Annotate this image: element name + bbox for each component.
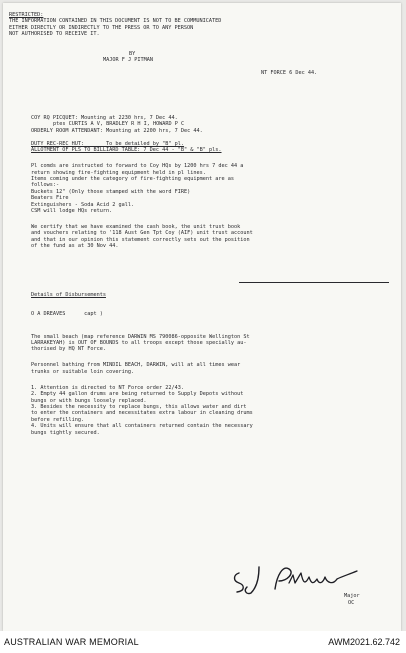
routine-order-text	[9, 12, 395, 436]
body-line: Beaters Fire	[31, 195, 69, 202]
body-line: Pl comds are instructed to forward to Coy HQs by 1200 hrs 7 dec 44 a	[31, 163, 244, 170]
attendant-line: ORDERLY ROOM ATTENDANT: Mounting at 2200 hrs, 7 Dec 44.	[31, 127, 203, 134]
body-line: and that in our opinion this statement correctly sets out the position	[31, 236, 250, 243]
handwritten-signature	[225, 561, 365, 595]
footer-reference: AWM2021.62.742	[328, 637, 400, 647]
signature-oc: OC	[348, 600, 355, 606]
body-line: 4. Units will ensure that all containers returned contain the necessary	[31, 423, 253, 430]
body-line: The small beach (map reference DARWIN MS 790086-opposite Wellington St	[31, 333, 250, 340]
auditor-line: O A DREAVES capt )	[31, 311, 103, 318]
body-line: Personnel bathing from MINDIL BEACH, DARWIN, will at all times wear	[31, 362, 241, 369]
rec-hut-line: DUTY REC-REC HUT: To be detailed by "B" pl.	[31, 140, 185, 147]
body-line: to enter the containers and necessitates extra labour in cleaning drums	[31, 410, 253, 417]
billiard-line: ALLOTMENT OF PLS TO BILLIARD TABLE: 7 Dec 44 - "B" & "B" pls.	[31, 147, 222, 154]
document-page	[3, 3, 401, 631]
major-name: MAJOR F J PITMAN	[103, 57, 153, 64]
body-line: 3. Besides the necessity to replace bungs, this allows water and dirt	[31, 403, 247, 410]
signature-rank: Major	[344, 593, 360, 599]
disbursements-heading: Details of Disbursements	[31, 291, 106, 298]
body-line: and vouchers relating to '118 Aust Gen Tpt Coy (AIF) unit trust account	[31, 230, 253, 237]
body-line: We certify that we have examined the cash book, the unit trust book	[31, 224, 241, 230]
notice-line: EITHER DIRECTLY OR INDIRECTLY TO THE PRESS OR TO ANY PERSON	[9, 24, 194, 31]
body-line: Items coming under the category of fire-fighting equipment are as	[31, 175, 235, 182]
body-line: of the fund as at 30 Nov 44.	[31, 243, 119, 250]
body-line: bungs tightly secured.	[31, 429, 100, 436]
body-line: LARRAKEYAH) is OUT OF BOUNDS to all troops except those specially au-	[31, 340, 247, 346]
body-line: 1. Attention is directed to NT Force order 22/43.	[31, 384, 185, 391]
body-line: bungs or with bungs loosely replaced.	[31, 397, 147, 404]
picquet-ptes: ptes CURTIS A V, BRADLEY R H I, HOWARD P C	[53, 121, 185, 128]
footer-source: AUSTRALIAN WAR MEMORIAL	[4, 637, 139, 647]
footer-bar	[0, 631, 406, 653]
body-line: before refilling.	[31, 416, 85, 423]
body-line: CSM will lodge HQs return.	[31, 208, 113, 215]
body-line: Buckets 12" (Only those stamped with the word FIRE)	[31, 188, 191, 195]
total-left	[239, 282, 270, 283]
by-line: BY	[129, 50, 136, 57]
body-line: trunks or suitable loin covering.	[31, 368, 135, 375]
body-line: Extinguishers - Soda Acid 2 gall.	[31, 201, 135, 208]
notice-line: NOT AUTHORISED TO RECEIVE IT.	[9, 31, 100, 38]
duty-row	[9, 109, 395, 115]
body-line: thorised by HQ NT Force.	[31, 346, 106, 353]
notice-line: THE INFORMATION CONTAINED IN THIS DOCUMENT IS NOT TO BE COMMUNICATED	[9, 18, 222, 25]
body-line: follows:-	[31, 182, 60, 189]
body-line: return showing fire-fighting equipment held in pl lines.	[31, 169, 206, 176]
restricted-heading: RESTRICTED:	[9, 12, 44, 18]
body-line: 2. Empty 44 gallon drums are being returned to Supply Depots without	[31, 391, 244, 398]
force-date: NT FORCE 6 Dec 44.	[261, 69, 318, 76]
picquet-line: COY RQ PICQUET: Mounting at 2230 hrs, 7 Dec 44.	[31, 115, 178, 121]
